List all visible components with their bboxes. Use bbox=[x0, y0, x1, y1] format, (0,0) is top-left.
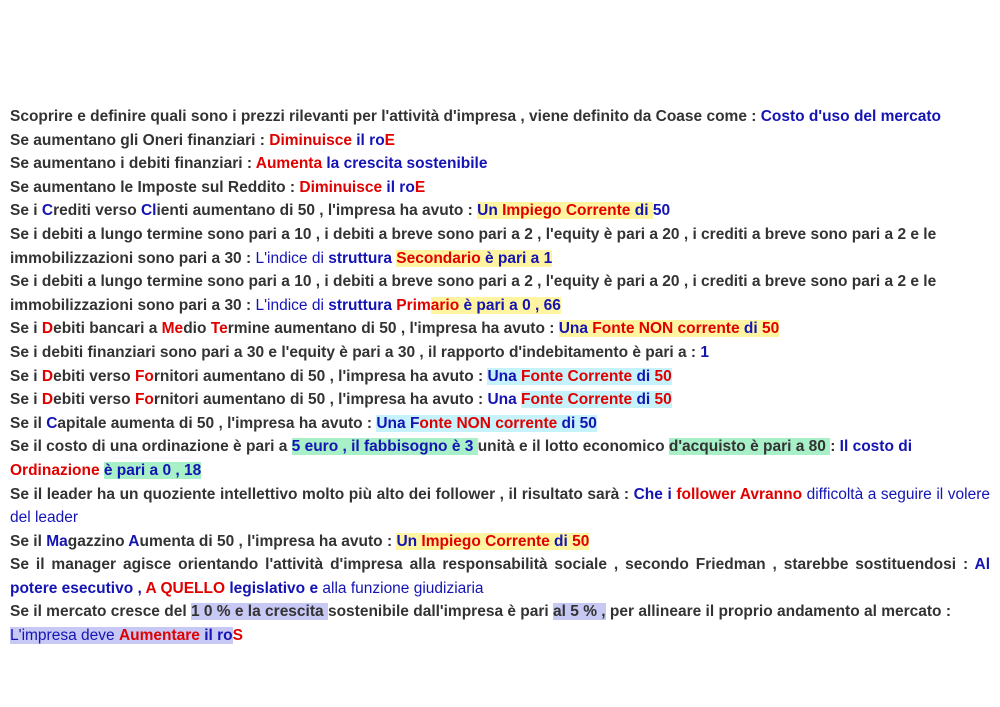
answer-text: Cl bbox=[140, 202, 157, 220]
answer-text: 5 euro , il fabbisogno è 3 bbox=[291, 438, 478, 456]
question-text: Se il bbox=[10, 414, 47, 432]
answer-text: Aumenta bbox=[255, 155, 327, 173]
qa-line bbox=[10, 412, 990, 436]
qa-line bbox=[10, 105, 990, 129]
qa-line bbox=[10, 435, 990, 482]
answer-text: Me bbox=[161, 320, 184, 338]
answer-text: D bbox=[41, 391, 54, 409]
question-text: umenta di 50 , l'impresa ha avuto : bbox=[139, 532, 397, 550]
question-text: sostenibile dall'impresa è pari bbox=[327, 603, 554, 621]
answer-text: E bbox=[414, 178, 426, 196]
question-text: d'acquisto è pari a 80 bbox=[668, 438, 831, 456]
answer-text: ario bbox=[430, 296, 464, 314]
answer-text: Fonte Corrente bbox=[521, 391, 637, 409]
question-text: Se aumentano le Imposte sul Reddito : bbox=[10, 178, 300, 196]
question-text: Se i bbox=[10, 391, 42, 409]
answer-text: difficoltà a seguire il volere del leader bbox=[10, 485, 991, 527]
answer-text: Aumentare bbox=[118, 627, 205, 645]
answer-text: il ro bbox=[386, 178, 415, 196]
qa-line bbox=[10, 129, 990, 153]
question-text: : bbox=[830, 438, 840, 456]
answer-text: Che i bbox=[633, 485, 677, 503]
answer-text: di bbox=[743, 320, 762, 338]
question-text: Se il manager agisce orientando l'attività d'impresa alla responsabilità sociale , secondo Friedman , starebbe sostituendosi : bbox=[10, 556, 975, 574]
qa-line bbox=[10, 483, 990, 530]
answer-text: 1 bbox=[700, 343, 710, 361]
answer-text: Diminuisce bbox=[299, 178, 387, 196]
answer-text: è pari a 1 bbox=[485, 249, 553, 267]
answer-text: Impiego Corrente bbox=[421, 532, 555, 550]
answer-text: A QUELLO bbox=[145, 579, 230, 597]
answer-text: alla funzione giudiziaria bbox=[322, 579, 484, 597]
question-text: Se i debiti finanziari sono pari a 30 e l'equity è pari a 30 , il rapporto d'indebitamento è pari a : bbox=[10, 343, 701, 361]
answer-text: Fonte bbox=[592, 320, 639, 338]
question-text: per allineare il proprio andamento al mercato : bbox=[605, 603, 951, 621]
question-text: ebiti verso bbox=[53, 367, 135, 385]
answer-text: è pari a 0 , 18 bbox=[103, 461, 202, 479]
question-text: Se il costo di una ordinazione è pari a bbox=[10, 438, 292, 456]
answer-text: il ro bbox=[204, 627, 233, 645]
question-text: 1 0 % e la crescita bbox=[190, 603, 328, 621]
question-text: dio bbox=[183, 320, 211, 338]
qa-line bbox=[10, 530, 990, 554]
answer-text: il ro bbox=[356, 131, 385, 149]
question-text: Scoprire e definire quali sono i prezzi rilevanti per l'attività d'impresa , viene definito da Coase come : bbox=[10, 108, 761, 125]
answer-text: corrente bbox=[677, 320, 744, 338]
question-text: Se aumentano gli Oneri finanziari : bbox=[10, 131, 270, 149]
answer-text: Al potere esecutivo , bbox=[10, 556, 990, 597]
answer-text: legislativo e bbox=[229, 579, 323, 597]
qa-line bbox=[10, 176, 990, 200]
question-text: ienti aumentano di 50 , l'impresa ha avuto : bbox=[156, 202, 478, 220]
question-text: rediti verso bbox=[53, 202, 141, 220]
answer-text: E bbox=[384, 131, 396, 149]
answer-text: di bbox=[554, 532, 573, 550]
question-text: al 5 % , bbox=[553, 603, 606, 621]
question-text: rnitori aumentano di 50 , l'impresa ha avuto : bbox=[153, 391, 488, 409]
qa-line bbox=[10, 270, 990, 317]
answer-text: 50 bbox=[652, 202, 671, 220]
answer-text: Fo bbox=[134, 391, 154, 409]
answer-text: NON bbox=[638, 320, 678, 338]
answer-text: struttura bbox=[328, 296, 397, 314]
answer-text: Il costo di bbox=[839, 438, 913, 456]
answer-text: 50 bbox=[654, 367, 672, 385]
question-text: Se i bbox=[10, 320, 42, 338]
answer-text: 50 bbox=[654, 391, 672, 409]
answer-text: C bbox=[41, 202, 54, 220]
question-text: Se i bbox=[10, 202, 42, 220]
answer-text: S bbox=[232, 627, 243, 645]
question-text: Se il bbox=[10, 532, 47, 550]
answer-text: D bbox=[41, 320, 54, 338]
answer-text: Ma bbox=[46, 532, 68, 550]
answer-text: A bbox=[128, 532, 140, 550]
answer-text: Ordinazione bbox=[10, 461, 104, 479]
question-text: Se aumentano i debiti finanziari : bbox=[10, 155, 256, 173]
answer-text: onte NON bbox=[419, 414, 496, 432]
answer-text: L'indice di bbox=[255, 249, 329, 267]
answer-text: Fo bbox=[134, 367, 154, 385]
qa-line bbox=[10, 600, 990, 647]
qa-line bbox=[10, 223, 990, 270]
answer-text: L'impresa deve bbox=[10, 627, 119, 645]
question-text: unità e il lotto economico bbox=[477, 438, 669, 456]
answer-text: Un bbox=[477, 202, 503, 220]
answer-text: C bbox=[46, 414, 58, 432]
answer-text: Prim bbox=[396, 296, 431, 314]
answer-text: Una bbox=[487, 367, 522, 385]
question-text: Se il leader ha un quoziente intellettivo molto più alto dei follower , il risultato sarà : bbox=[10, 485, 634, 503]
answer-text: struttura bbox=[328, 249, 397, 267]
qa-line bbox=[10, 341, 990, 365]
answer-text: la crescita sostenibile bbox=[326, 155, 488, 173]
question-text: Se i debiti a lungo termine sono pari a 10 , i debiti a breve sono pari a 2 , l'equity è pari a 20 , i crediti a breve sono pari a 2 e le immobilizzazioni sono pari a 30 : bbox=[10, 225, 937, 267]
answer-text: Una F bbox=[376, 414, 420, 432]
answer-text: di bbox=[634, 202, 653, 220]
answer-text: Una bbox=[487, 391, 522, 409]
qa-line bbox=[10, 553, 990, 600]
question-text: Se i debiti a lungo termine sono pari a 10 , i debiti a breve sono pari a 2 , l'equity è pari a 20 , i crediti a breve sono pari a 2 e le immobilizzazioni sono pari a 30 : bbox=[10, 273, 937, 314]
qa-line bbox=[10, 317, 990, 341]
question-text: rnitori aumentano di 50 , l'impresa ha avuto : bbox=[153, 367, 488, 385]
question-text: ebiti verso bbox=[53, 391, 135, 409]
answer-text: Costo d'uso del mercato bbox=[760, 108, 941, 125]
answer-text: Una bbox=[558, 320, 593, 338]
qa-line bbox=[10, 199, 990, 223]
question-text: gazzino bbox=[67, 532, 129, 550]
answer-text: 50 bbox=[572, 532, 590, 550]
answer-text: 50 bbox=[761, 320, 780, 338]
answer-text: Un bbox=[396, 532, 422, 550]
answer-text: Fonte Corrente bbox=[521, 367, 637, 385]
qa-document bbox=[10, 105, 990, 648]
answer-text: è pari a 0 , 66 bbox=[463, 296, 561, 314]
answer-text: Impiego Corrente bbox=[502, 202, 635, 220]
answer-text: Te bbox=[210, 320, 228, 338]
answer-text: di bbox=[636, 367, 655, 385]
qa-line bbox=[10, 152, 990, 176]
answer-text: Diminuisce bbox=[269, 131, 357, 149]
answer-text: di 50 bbox=[561, 414, 597, 432]
question-text: Se i bbox=[10, 367, 42, 385]
question-text: rmine aumentano di 50 , l'impresa ha avuto : bbox=[227, 320, 559, 338]
answer-text: follower Avranno bbox=[676, 485, 807, 503]
answer-text: L'indice di bbox=[255, 296, 329, 314]
question-text: Se il mercato cresce del bbox=[10, 603, 191, 621]
question-text: ebiti bancari a bbox=[53, 320, 162, 338]
qa-line bbox=[10, 365, 990, 389]
answer-text: Secondario bbox=[396, 249, 485, 267]
answer-text: di bbox=[636, 391, 655, 409]
answer-text: corrente bbox=[495, 414, 562, 432]
answer-text: D bbox=[41, 367, 54, 385]
qa-line bbox=[10, 388, 990, 412]
question-text: apitale aumenta di 50 , l'impresa ha avuto : bbox=[57, 414, 377, 432]
